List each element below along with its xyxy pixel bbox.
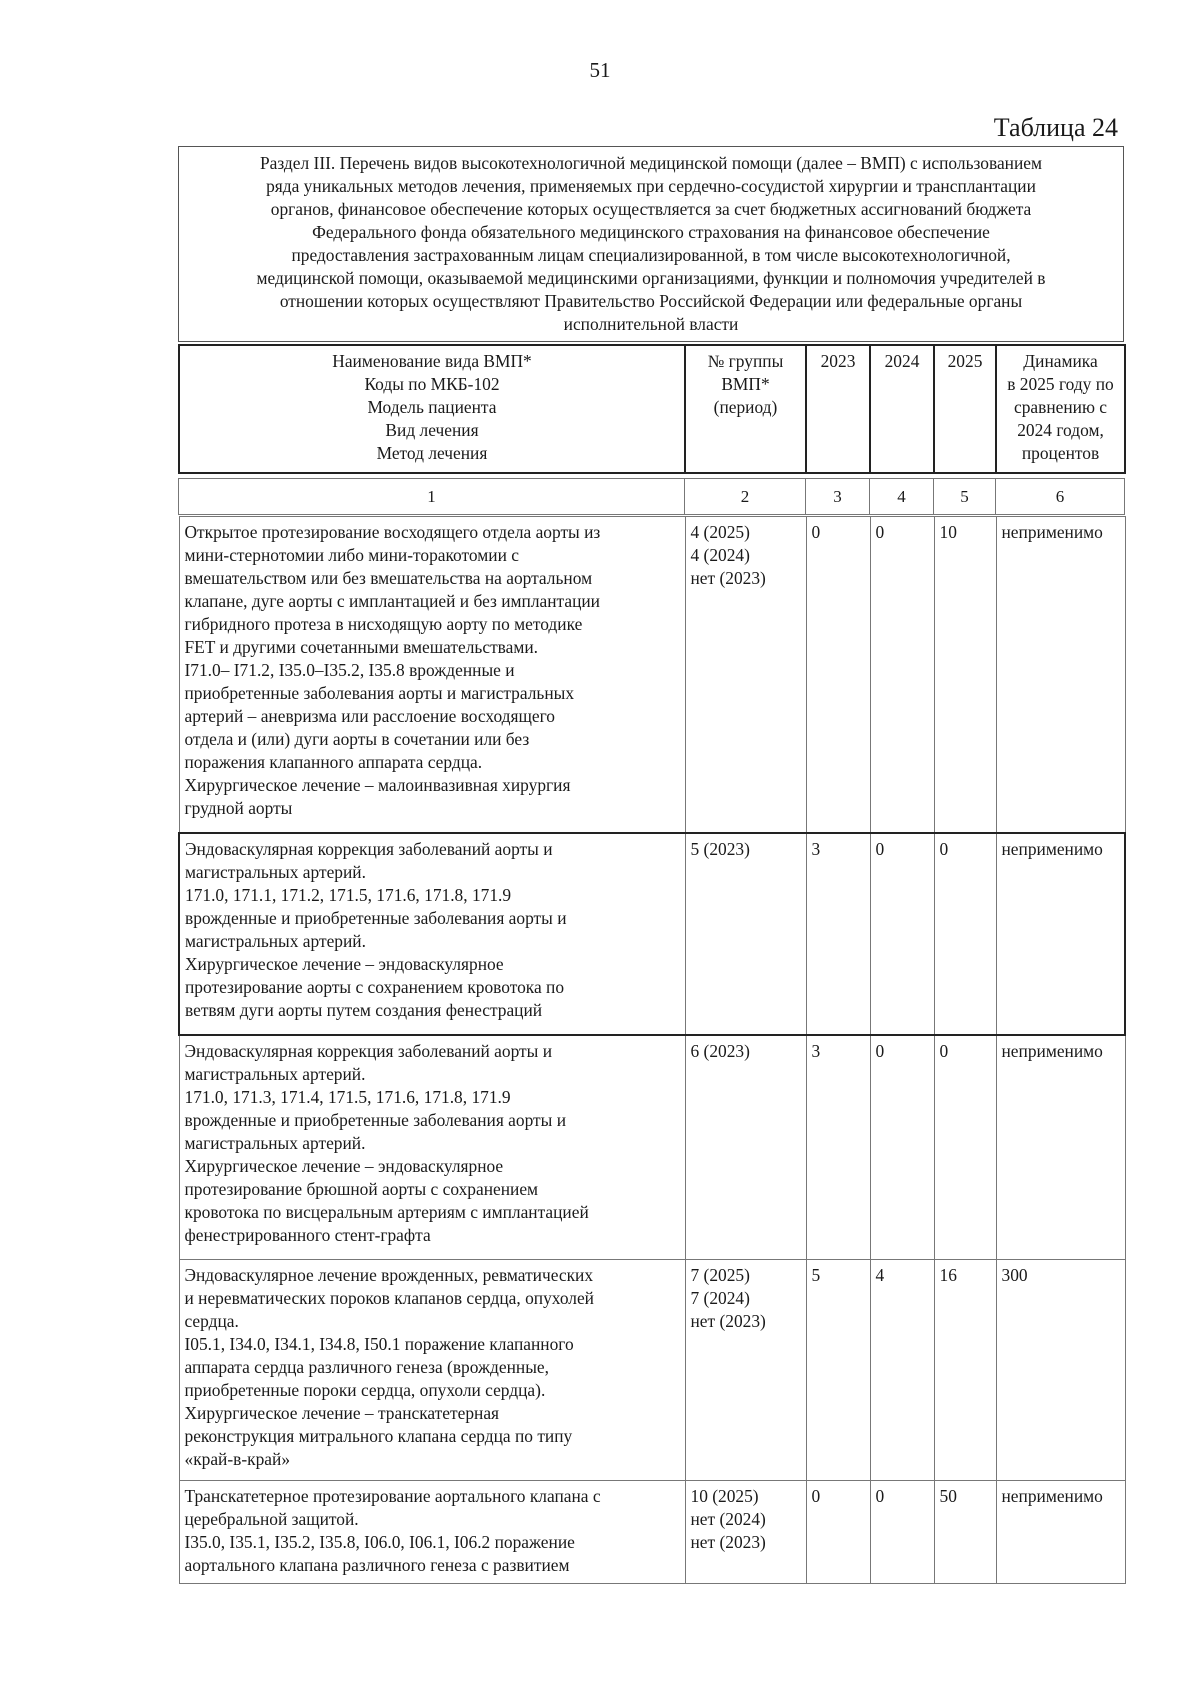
row-dynamics: неприменимо <box>996 1035 1125 1260</box>
row-description: Эндоваскулярная коррекция заболеваний аорты и магистральных артерий. 171.0, 171.1, 171.2, 171.5, 171.6, 171.8, 171.9 врожденные и приобретенные заболевания аорты и магистральных артерий. Хирургическое лечение – эндоваскулярное протезирование аорты с сохранением кровотока по ветвям дуги аорты путем создания фенестраций <box>179 833 685 1035</box>
row-dynamics: неприменимо <box>996 833 1125 1035</box>
row-value-2023: 3 <box>806 833 870 1035</box>
header-cell-group: № группы ВМП* (период) <box>685 345 806 473</box>
section-title-line: Федерального фонда обязательного медицинского страхования на финансовое обеспечение <box>312 222 990 242</box>
section-title-line: предоставления застрахованным лицам специализированной, в том числе высокотехнологичной, <box>291 245 1011 265</box>
row-value-2025: 16 <box>934 1260 996 1481</box>
column-number: 3 <box>806 479 870 515</box>
section-title-line: исполнительной власти <box>563 314 739 334</box>
row-value-2023: 0 <box>806 517 870 833</box>
section-title <box>178 146 1124 342</box>
row-value-2025: 0 <box>934 1035 996 1260</box>
row-description: Эндоваскулярное лечение врожденных, ревматических и неревматических пороков клапанов сердца, опухолей сердца. I05.1, I34.0, I34.1, I34.8, I50.1 поражение клапанного аппарата сердца различного генеза (врожденные, приобретенные пороки сердца, опухоли сердца). Хирургическое лечение – транскатетерная реконструкция митрального клапана сердца по типу «край-в-край» <box>179 1260 685 1481</box>
column-number-row <box>178 478 1125 515</box>
table-row <box>179 1481 1125 1584</box>
row-dynamics: 300 <box>996 1260 1125 1481</box>
row-value-2025: 50 <box>934 1481 996 1584</box>
row-group: 6 (2023) <box>685 1035 806 1260</box>
column-number: 1 <box>179 479 685 515</box>
row-group: 4 (2025) 4 (2024) нет (2023) <box>685 517 806 833</box>
table-header <box>178 344 1126 474</box>
section-title-line: медицинской помощи, оказываемой медицинскими организациями, функции и полномочия учредителей в <box>256 268 1046 288</box>
header-cell-dynamics: Динамика в 2025 году по сравнению с 2024 годом, процентов <box>996 345 1125 473</box>
row-value-2024: 0 <box>870 1035 934 1260</box>
row-dynamics: неприменимо <box>996 517 1125 833</box>
header-cell-2024: 2024 <box>870 345 934 473</box>
row-value-2023: 5 <box>806 1260 870 1481</box>
row-value-2024: 0 <box>870 1481 934 1584</box>
column-number: 4 <box>870 479 934 515</box>
row-dynamics: неприменимо <box>996 1481 1125 1584</box>
table-row <box>179 517 1125 833</box>
table-body <box>178 516 1126 1584</box>
section-title-line: ряда уникальных методов лечения, применяемых при сердечно-сосудистой хирургии и трансплантации <box>266 176 1036 196</box>
row-description: Эндоваскулярная коррекция заболеваний аорты и магистральных артерий. 171.0, 171.3, 171.4, 171.5, 171.6, 171.8, 171.9 врожденные и приобретенные заболевания аорты и магистральных артерий. Хирургическое лечение – эндоваскулярное протезирование брюшной аорты с сохранением кровотока по висцеральным артериям с имплантацией фенестрированного стент-графта <box>179 1035 685 1260</box>
section-title-line: отношении которых осуществляют Правительство Российской Федерации или федеральные органы <box>279 291 1023 311</box>
column-number: 2 <box>685 479 806 515</box>
row-group: 7 (2025) 7 (2024) нет (2023) <box>685 1260 806 1481</box>
row-value-2023: 0 <box>806 1481 870 1584</box>
row-group: 5 (2023) <box>685 833 806 1035</box>
row-value-2025: 0 <box>934 833 996 1035</box>
table-row <box>179 1260 1125 1481</box>
row-value-2023: 3 <box>806 1035 870 1260</box>
row-value-2024: 0 <box>870 833 934 1035</box>
section-title-line: органов, финансовое обеспечение которых осуществляется за счет бюджетных ассигнований бюджета <box>270 199 1032 219</box>
header-cell-name: Наименование вида ВМП* Коды по МКБ-102 Модель пациента Вид лечения Метод лечения <box>179 345 685 473</box>
page-number: 51 <box>589 58 611 82</box>
table-row <box>179 833 1125 1035</box>
row-group: 10 (2025) нет (2024) нет (2023) <box>685 1481 806 1584</box>
header-cell-2023: 2023 <box>806 345 870 473</box>
header-cell-2025: 2025 <box>934 345 996 473</box>
section-title-line: Раздел III. Перечень видов высокотехнологичной медицинской помощи (далее – ВМП) с использованием <box>259 153 1043 173</box>
row-description: Открытое протезирование восходящего отдела аорты из мини-стернотомии либо мини-торакотомии с вмешательством или без вмешательства на аортальном клапане, дуге аорты с имплантацией и без имплантации гибридного протеза в нисходящую аорту по методике FET и другими сочетанными вмешательствами. I71.0– I71.2, I35.0–I35.2, I35.8 врожденные и приобретенные заболевания аорты и магистральных артерий – аневризма или расслоение восходящего отдела и (или) дуги аорты в сочетании или без поражения клапанного аппарата сердца. Хирургическое лечение – малоинвазивная хирургия грудной аорты <box>179 517 685 833</box>
row-value-2024: 0 <box>870 517 934 833</box>
table-row <box>179 1035 1125 1260</box>
row-value-2025: 10 <box>934 517 996 833</box>
column-number: 6 <box>996 479 1125 515</box>
column-number: 5 <box>934 479 996 515</box>
row-value-2024: 4 <box>870 1260 934 1481</box>
row-description: Транскатетерное протезирование аортального клапана с церебральной защитой. I35.0, I35.1, I35.2, I35.8, I06.0, I06.1, I06.2 поражение аортального клапана различного генеза с развитием <box>179 1481 685 1584</box>
table-label: Таблица 24 <box>993 113 1118 142</box>
